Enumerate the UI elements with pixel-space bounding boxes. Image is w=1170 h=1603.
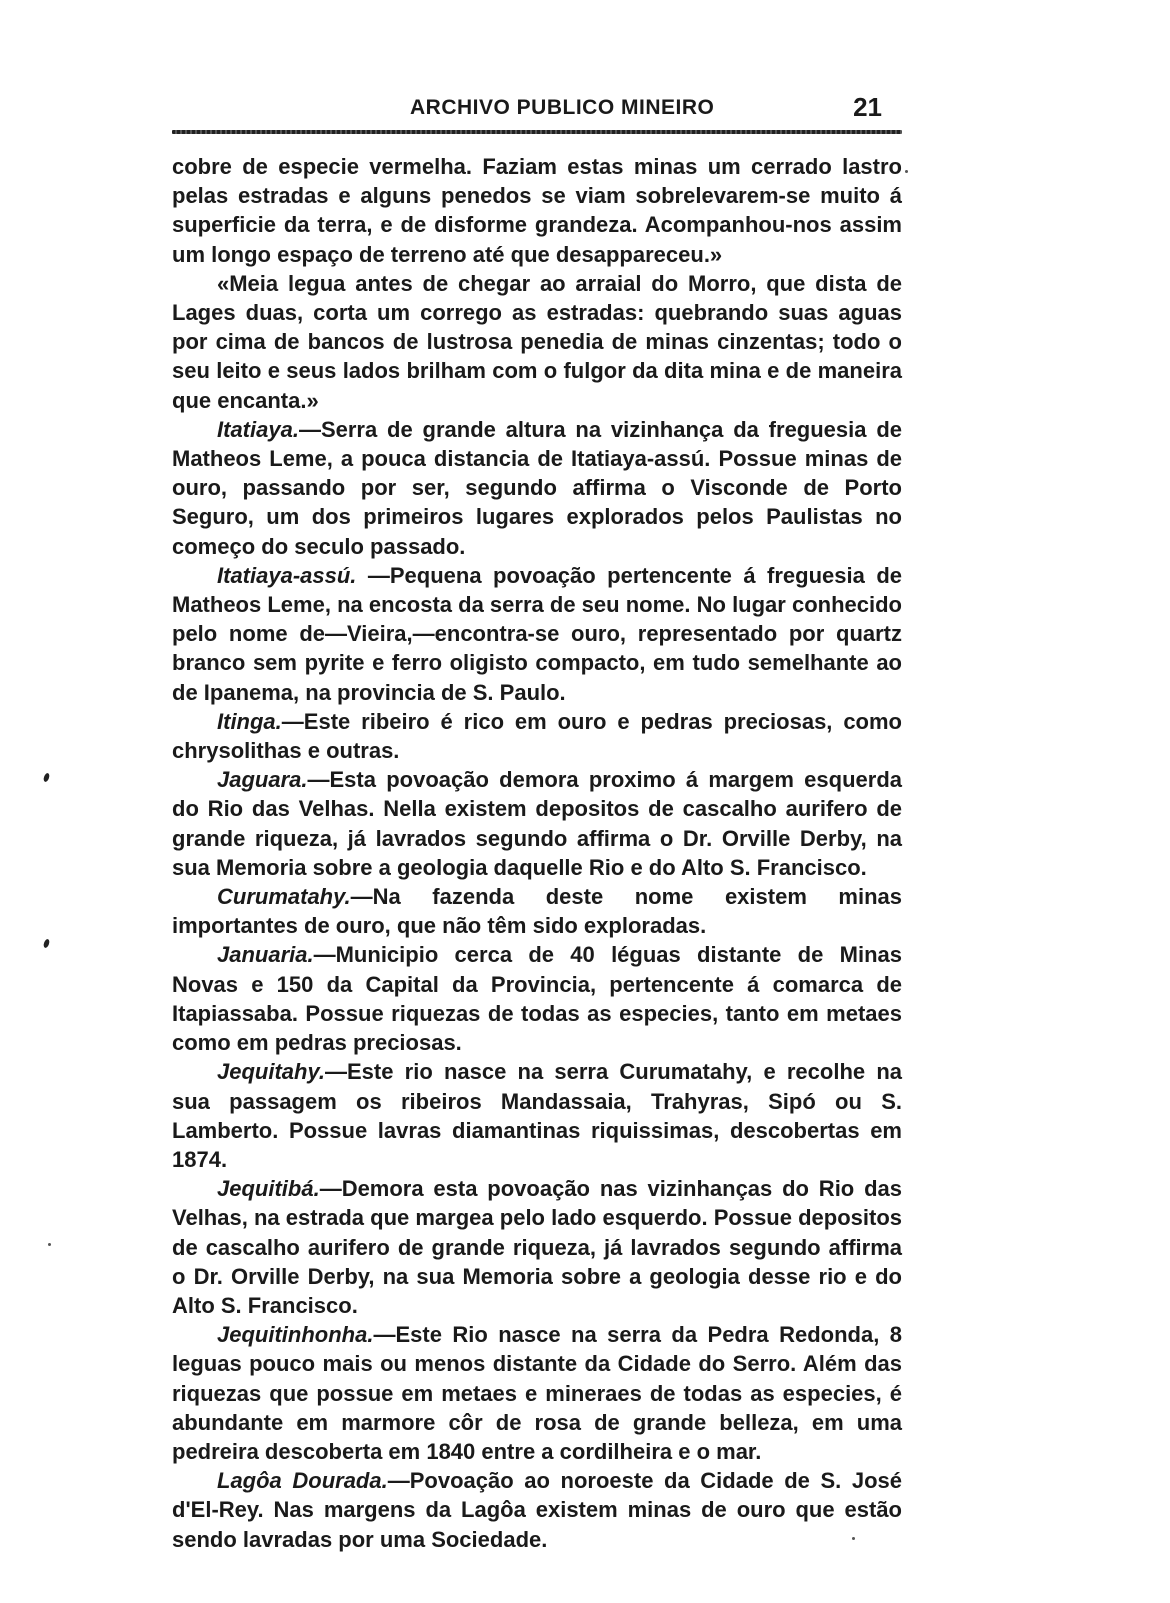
entry-text: —Este ribeiro é rico em ouro e pedras preciosas, como chrysolithas e outras. — [172, 708, 902, 764]
entry-term: Curumatahy. — [217, 884, 351, 910]
entry-text: —Este Rio nasce na serra da Pedra Redonda, 8 leguas pouco mais ou menos distante da Cidade do Serro. Além das riquezas que possue em metaes e mineraes de todas as especies, é abundante em marmore côr de rosa de grande belleza, em uma pedreira descoberta em 1840 entre a cordilheira e o mar. — [172, 1322, 902, 1464]
entry-curumatahy — [172, 882, 902, 940]
journal-title: ARCHIVO PUBLICO MINEIRO — [410, 96, 715, 119]
paragraph-quote — [172, 269, 902, 415]
page-number: 21 — [853, 92, 882, 122]
entry-term: Jequitibá. — [217, 1176, 320, 1202]
running-header — [172, 92, 902, 126]
entry-itatiaya-assu — [172, 561, 902, 707]
entry-jequitinhonha — [172, 1320, 902, 1466]
scan-speck — [48, 1243, 51, 1246]
entry-text: —Municipio cerca de 40 léguas distante de Minas Novas e 150 da Capital da Provincia, pertencente á comarca de Itapiassaba. Possue riquezas de todas as especies, tanto em metaes como em pedras preciosas. — [172, 942, 902, 1056]
header-rule — [172, 130, 902, 134]
entry-term: Jequitahy. — [217, 1059, 325, 1085]
entry-term: Jaguara. — [217, 767, 308, 793]
entry-text: —Demora esta povoação nas vizinhanças do Rio das Velhas, na estrada que margea pelo lado esquerdo. Possue depositos de cascalho aurifero de grande riqueza, já lavrados segundo affirma o Dr. Orville Derby, na sua Memoria sobre a geologia desse rio e do Alto S. Francisco. — [172, 1176, 902, 1318]
entry-jequitiba — [172, 1174, 902, 1320]
entry-text: —Esta povoação demora proximo á margem esquerda do Rio das Velhas. Nella existem depositos de cascalho aurifero de grande riqueza, já lavrados segundo affirma o Dr. Orville Derby, na sua Memoria sobre a geologia daquelle Rio e do Alto S. Francisco. — [172, 767, 902, 880]
scan-speck — [905, 170, 908, 173]
entry-itinga — [172, 707, 902, 765]
margin-ink-mark — [43, 938, 51, 948]
page-body — [172, 152, 902, 1554]
entry-term: Itatiaya. — [217, 416, 299, 442]
margin-ink-mark — [43, 772, 51, 782]
paragraph-quote-end — [172, 152, 902, 269]
scan-speck — [852, 1537, 855, 1540]
entry-text: —Pequena povoação pertencente á freguesia de Matheos Leme, na encosta da serra de seu nome. No lugar conhecido pelo nome de—Vieira,—encontra-se ouro, representado por quartz branco sem pyrite e ferro oligisto compacto, em tudo semelhante ao de Ipanema, na provincia de S. Paulo. — [172, 562, 902, 705]
entry-text: —Serra de grande altura na vizinhança da freguesia de Matheos Leme, a pouca distancia de Itatiaya-assú. Possue minas de ouro, passando por ser, segundo affirma o Visconde de Porto Seguro, um dos primeiros lugares explorados pelos Paulistas no começo do seculo passado. — [172, 416, 902, 559]
entry-jequitahy — [172, 1057, 902, 1174]
entry-lagoa-dourada — [172, 1466, 902, 1554]
entry-term: Januaria. — [217, 942, 314, 968]
entry-term: Itatiaya-assú. — [217, 562, 357, 588]
entry-itatiaya — [172, 415, 902, 561]
entry-term: Itinga. — [217, 708, 282, 734]
entry-januaria — [172, 940, 902, 1057]
paragraph-text: cobre de especie vermelha. Faziam estas minas um cerrado lastro pelas estradas e alguns penedos se viam sobrelevarem-se muito á superficie da terra, e de disforme grandeza. Acompanhou-nos assim um longo espaço de terreno até que desappareceu.» — [172, 154, 902, 267]
entry-text: —Na fazenda deste nome existem minas importantes de ouro, que não têm sido exploradas. — [172, 884, 902, 939]
entry-text: —Este rio nasce na serra Curumatahy, e recolhe na sua passagem os ribeiros Mandassaia, Trahyras, Sipó ou S. Lamberto. Possue lavras diamantinas riquissimas, descobertas em 1874. — [172, 1059, 902, 1172]
entry-jaguara — [172, 765, 902, 882]
paragraph-text: «Meia legua antes de chegar ao arraial do Morro, que dista de Lages duas, corta um corrego as estradas: quebrando suas aguas por cima de bancos de lustrosa penedia de minas cinzentas; todo o seu leito e seus lados brilham com o fulgor da dita mina e de maneira que encanta.» — [172, 270, 902, 413]
entry-text: —Povoação ao noroeste da Cidade de S. José d'El-Rey. Nas margens da Lagôa existem minas de ouro que estão sendo lavradas por uma Sociedade. — [172, 1468, 902, 1552]
entry-term: Jequitinhonha. — [217, 1322, 374, 1348]
entry-term: Lagôa Dourada. — [217, 1468, 388, 1494]
